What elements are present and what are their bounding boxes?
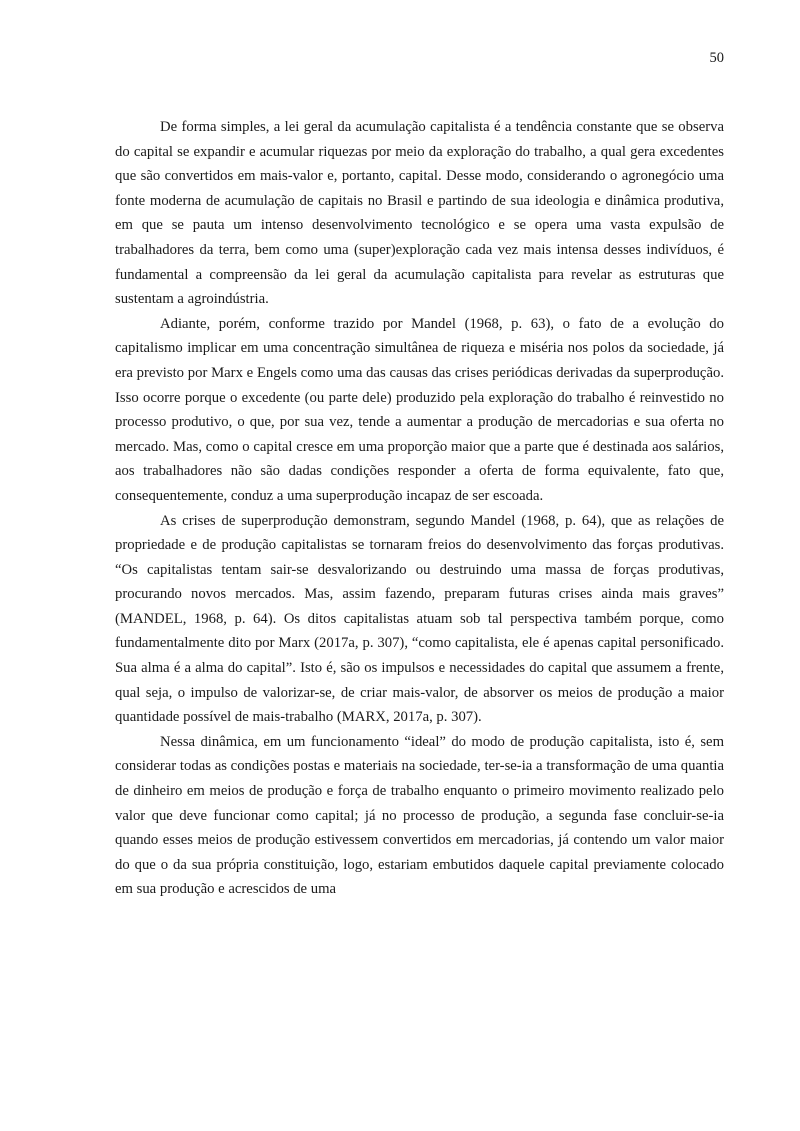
paragraph-3: As crises de superprodução demonstram, segundo Mandel (1968, p. 64), que as relações de propriedade e de produção capitalistas se tornaram freios do desenvolvimento das forças produtivas. “Os capitalistas tentam sair-se desvalorizando ou destruindo uma massa de forças produtivas, procurando novos mercados. Mas, assim fazendo, preparam futuras crises ainda mais graves” (MANDEL, 1968, p. 64). Os ditos capitalistas atuam sob tal perspectiva também porque, como fundamentalmente dito por Marx (2017a, p. 307), “como capitalista, ele é apenas capital personificado. Sua alma é a alma do capital”. Isto é, são os impulsos e necessidades do capital que assumem a frente, qual seja, o impulso de valorizar-se, de criar mais-valor, de absorver os meios de produção a maior quantidade possível de mais-trabalho (MARX, 2017a, p. 307). xyxy=(115,512,724,726)
paragraph-2: Adiante, porém, conforme trazido por Mandel (1968, p. 63), o fato de a evolução do capitalismo implicar em uma concentração simultânea de riqueza e miséria nos polos da sociedade, já era previsto por Marx e Engels como uma das causas das crises periódicas derivadas da superprodução. Isso ocorre porque o excedente (ou parte dele) produzido pela exploração do trabalho é reinvestido no processo produtivo, o que, por sua vez, tende a aumentar a produção de mercadorias e sua oferta no mercado. Mas, como o capital cresce em uma proporção maior que a parte que é destinada aos salários, aos trabalhadores não são dadas condições responder a oferta de forma equivalente, fato que, consequentemente, conduz a uma superprodução incapaz de ser escoada. xyxy=(115,315,724,504)
paragraph-4: Nessa dinâmica, em um funcionamento “ideal” do modo de produção capitalista, isto é, sem considerar todas as condições postas e materiais na sociedade, ter-se-ia a transformação de uma quantia de dinheiro em meios de produção e força de trabalho enquanto o primeiro movimento realizado pelo valor que deve funcionar como capital; já no processo de produção, a segunda fase concluir-se-ia quando esses meios de produção estivessem convertidos em mercadorias, já contendo um valor maior do que o da sua própria constituição, logo, estariam embutidos daquele capital previamente colocado em sua produção e acrescidos de uma xyxy=(115,733,724,898)
paragraph-1: De forma simples, a lei geral da acumulação capitalista é a tendência constante que se observa do capital se expandir e acumular riquezas por meio da exploração do trabalho, a qual gera excedentes que são convertidos em mais-valor e, portanto, capital. Desse modo, considerando o agronegócio uma fonte moderna de acumulação de capitais no Brasil e partindo de sua ideologia e dinâmica produtiva, em que se pauta um intenso desenvolvimento tecnológico e se opera uma vasta expulsão de trabalhadores da terra, bem como uma (super)exploração cada vez mais intensa desses indivíduos, é fundamental a compreensão da lei geral da acumulação capitalista para revelar as estruturas que sustentam a agroindústria. xyxy=(115,119,724,308)
page-number: 50 xyxy=(709,50,724,66)
document-body xyxy=(115,115,724,902)
